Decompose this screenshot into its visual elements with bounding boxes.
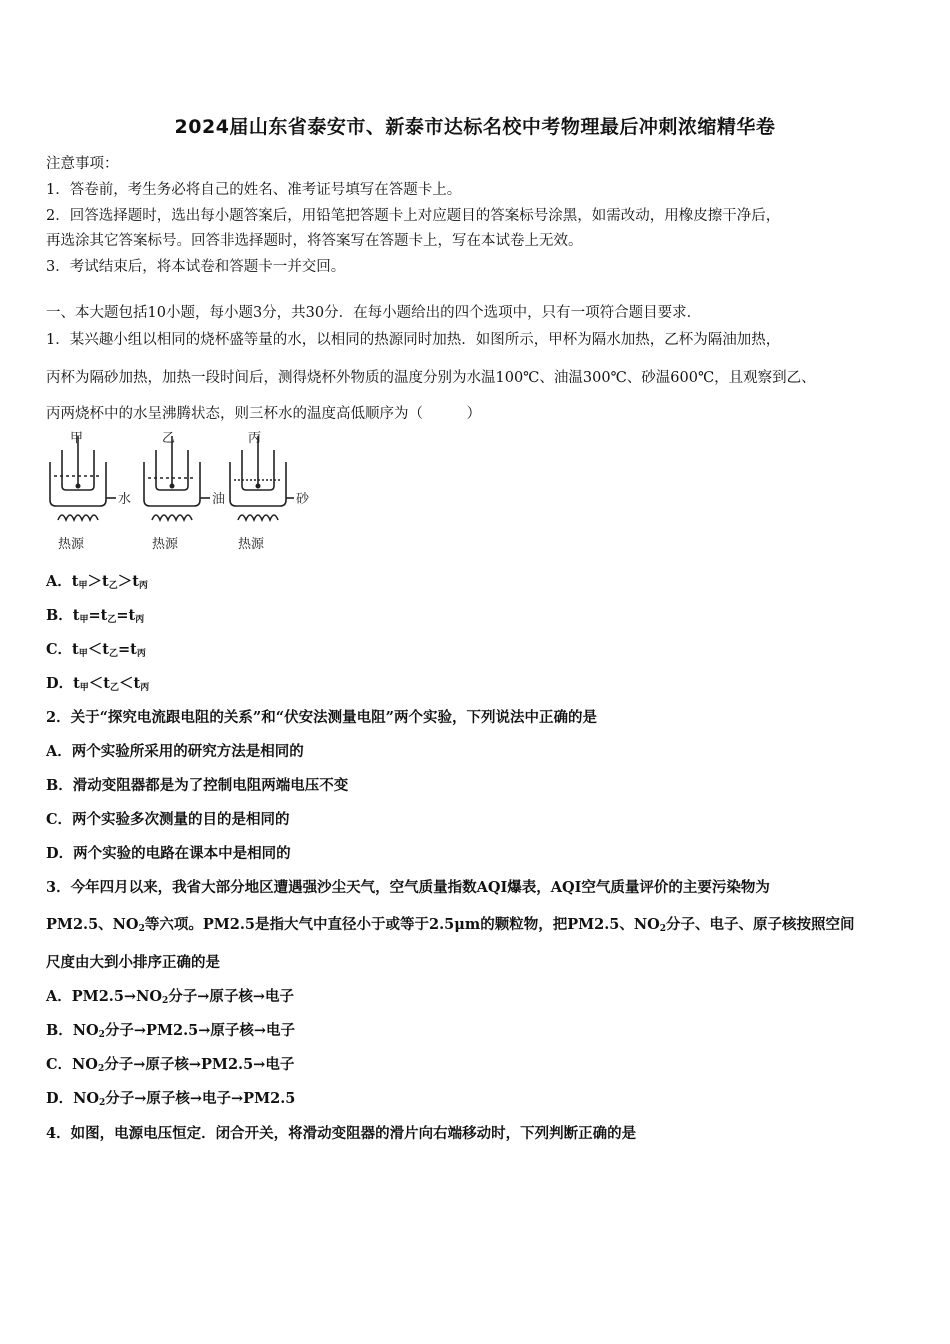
notice-item: 再选涂其它答案标号。回答非选择题时，将答案写在答题卡上，写在本试卷上无效。 <box>46 233 583 249</box>
heat-source-label: 热源 <box>58 537 85 552</box>
q4-stem: 4．如图，电源电压恒定．闭合开关，将滑动变阻器的滑片向右端移动时，下列判断正确的是 <box>46 1125 637 1142</box>
q3-stem-line: 尺度由大到小排序正确的是 <box>46 954 220 971</box>
q3-stem-line: 3．今年四月以来，我省大部分地区遭遇强沙尘天气，空气质量指数AQI爆表，AQI空气质量评价的主要污染物为 <box>46 879 770 896</box>
q2-stem: 2．关于“探究电流跟电阻的关系”和“伏安法测量电阻”两个实验，下列说法中正确的是 <box>46 709 597 726</box>
q3-option-b[interactable]: B．$NO_2$分子→PM2.5→原子核→电子 <box>46 1022 296 1040</box>
q1-stem-line: 丙两烧杯中的水呈沸腾状态，则三杯水的温度高低顺序为（ ） <box>46 406 481 422</box>
q1-option-d[interactable]: D．$t_甲<t_乙<t_丙$ <box>46 675 150 693</box>
page-title: 2024届山东省泰安市、新泰市达标名校中考物理最后冲刺浓缩精华卷 <box>174 116 776 138</box>
cup-label-yi: 乙 <box>162 431 176 446</box>
q2-option-a[interactable]: A．两个实验所采用的研究方法是相同的 <box>46 743 304 760</box>
q1-option-b[interactable]: B．$t_甲=t_乙=t_丙$ <box>46 607 145 625</box>
notice-item: 2．回答选择题时，选出每小题答案后，用铅笔把答题卡上对应题目的答案标号涂黑，如需改动，用橡皮擦干净后， <box>46 208 781 224</box>
q1-option-a[interactable]: A．$t_甲>t_乙>t_丙$ <box>46 573 148 591</box>
heat-source-label: 热源 <box>238 537 265 552</box>
section-header: 一、本大题包括10小题，每小题3分，共30分．在每小题给出的四个选项中，只有一项符合题目要求． <box>46 305 702 321</box>
q1-stem-line: 1．某兴趣小组以相同的烧杯盛等量的水，以相同的热源同时加热．如图所示，甲杯为隔水加热，乙杯为隔油加热， <box>46 332 781 348</box>
heat-source-label: 热源 <box>152 537 179 552</box>
notice-heading: 注意事项： <box>46 156 119 172</box>
q3-option-c[interactable]: C．$NO_2$分子→原子核→PM2.5→电子 <box>46 1056 295 1074</box>
q3-option-d[interactable]: D．$NO_2$分子→原子核→电子→PM2.5 <box>46 1090 296 1108</box>
notice-item: 1．答卷前，考生务必将自己的姓名、准考证号填写在答题卡上。 <box>46 182 462 198</box>
q3-stem-line: PM2.5、$NO_2$等六项。PM2.5是指大气中直径小于或等于2.5μm的颗粒物，把PM2.5、$NO_2$分子、电子、原子核按照空间 <box>46 916 855 934</box>
cup-label-jia: 甲 <box>70 431 84 446</box>
medium-label-sand: 砂 <box>296 492 310 507</box>
beaker-heating-figure <box>44 428 314 556</box>
notice-item: 3．考试结束后，将本试卷和答题卡一并交回。 <box>46 259 346 275</box>
medium-label-oil: 油 <box>212 492 226 507</box>
q1-option-c[interactable]: C．$t_甲<t_乙=t_丙$ <box>46 641 146 659</box>
q2-option-b[interactable]: B．滑动变阻器都是为了控制电阻两端电压不变 <box>46 777 349 794</box>
cup-label-bing: 丙 <box>248 431 262 446</box>
q2-option-c[interactable]: C．两个实验多次测量的目的是相同的 <box>46 811 290 828</box>
q2-option-d[interactable]: D．两个实验的电路在课本中是相同的 <box>46 845 291 862</box>
q3-option-a[interactable]: A．$PM2.5\to NO_2$分子→原子核→电子 <box>46 988 295 1006</box>
medium-label-water: 水 <box>118 492 132 507</box>
q1-stem-line: 丙杯为隔砂加热，加热一段时间后，测得烧杯外物质的温度分别为水温100℃、油温300℃、砂温600℃，且观察到乙、 <box>46 370 816 386</box>
